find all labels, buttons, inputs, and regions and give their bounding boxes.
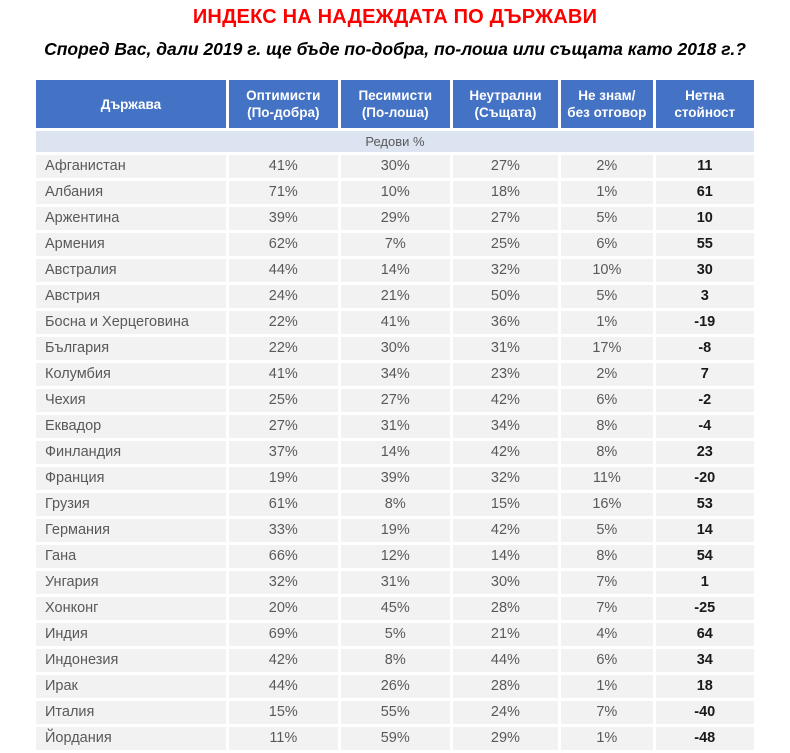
no-answer-cell: 5% [561,519,652,542]
table-row [36,207,754,230]
country-cell: Босна и Херцеговина [36,311,226,334]
country-cell: Грузия [36,493,226,516]
optimists-cell: 71% [229,181,338,204]
no-answer-cell: 8% [561,441,652,464]
no-answer-cell: 11% [561,467,652,490]
neutral-cell: 36% [453,311,558,334]
optimists-cell: 62% [229,233,338,256]
pessimists-cell: 34% [341,363,450,386]
no-answer-cell: 2% [561,363,652,386]
table-row [36,181,754,204]
optimists-cell: 24% [229,285,338,308]
pessimists-cell: 26% [341,675,450,698]
neutral-cell: 42% [453,519,558,542]
neutral-cell: 31% [453,337,558,360]
country-cell: Индонезия [36,649,226,672]
neutral-cell: 23% [453,363,558,386]
pessimists-cell: 30% [341,337,450,360]
no-answer-cell: 6% [561,649,652,672]
net-value-cell: 23 [656,441,754,464]
pessimists-cell: 14% [341,441,450,464]
net-value-cell: 53 [656,493,754,516]
optimists-cell: 19% [229,467,338,490]
net-value-cell: 7 [656,363,754,386]
net-value-cell: -8 [656,337,754,360]
neutral-cell: 29% [453,727,558,750]
table-row [36,519,754,542]
page-title: ИНДЕКС НА НАДЕЖДАТА ПО ДЪРЖАВИ [192,6,598,28]
pessimists-cell: 10% [341,181,450,204]
country-cell: Хонконг [36,597,226,620]
subheader-row [36,131,754,152]
neutral-cell: 27% [453,207,558,230]
no-answer-cell: 5% [561,285,652,308]
net-value-cell: 11 [656,155,754,178]
net-value-cell: -2 [656,389,754,412]
pessimists-cell: 59% [341,727,450,750]
neutral-cell: 30% [453,571,558,594]
net-value-cell: 34 [656,649,754,672]
net-value-cell: 3 [656,285,754,308]
country-cell: Италия [36,701,226,724]
no-answer-cell: 7% [561,701,652,724]
country-cell: Франция [36,467,226,490]
column-header-no-answer: Не знам/без отговор [561,80,652,128]
optimists-cell: 27% [229,415,338,438]
net-value-cell: 18 [656,675,754,698]
table-row [36,545,754,568]
pessimists-cell: 41% [341,311,450,334]
neutral-cell: 25% [453,233,558,256]
survey-question-subtitle: Според Вас, дали 2019 г. ще бъде по-добра, по-лоша или същата като 2018 г.? [44,39,746,59]
pessimists-cell: 31% [341,415,450,438]
country-cell: Австрия [36,285,226,308]
table-row [36,441,754,464]
optimists-cell: 39% [229,207,338,230]
table-header [36,80,754,152]
column-header-neutral: Неутрални (Същата) [453,80,558,128]
hope-index-table [33,77,757,753]
optimists-cell: 41% [229,155,338,178]
optimists-cell: 42% [229,649,338,672]
country-cell: Гана [36,545,226,568]
column-header-pessimists: Песимисти (По-лоша) [341,80,450,128]
country-cell: Ирак [36,675,226,698]
pessimists-cell: 30% [341,155,450,178]
table-row [36,727,754,750]
neutral-cell: 32% [453,467,558,490]
optimists-cell: 22% [229,311,338,334]
no-answer-cell: 6% [561,233,652,256]
pessimists-cell: 7% [341,233,450,256]
neutral-cell: 42% [453,389,558,412]
optimists-cell: 20% [229,597,338,620]
country-cell: Унгария [36,571,226,594]
no-answer-cell: 17% [561,337,652,360]
net-value-cell: -4 [656,415,754,438]
country-cell: Австралия [36,259,226,282]
no-answer-cell: 10% [561,259,652,282]
optimists-cell: 37% [229,441,338,464]
table-row [36,701,754,724]
table-row [36,311,754,334]
neutral-cell: 27% [453,155,558,178]
column-header-country: Държава [36,80,226,128]
table-row [36,155,754,178]
table-row [36,675,754,698]
table-row [36,597,754,620]
net-value-cell: 64 [656,623,754,646]
optimists-cell: 25% [229,389,338,412]
country-cell: Армения [36,233,226,256]
pessimists-cell: 19% [341,519,450,542]
no-answer-cell: 1% [561,181,652,204]
no-answer-cell: 4% [561,623,652,646]
column-header-optimists: Оптимисти (По-добра) [229,80,338,128]
optimists-cell: 11% [229,727,338,750]
no-answer-cell: 8% [561,545,652,568]
table-row [36,363,754,386]
net-value-cell: 10 [656,207,754,230]
country-cell: Колумбия [36,363,226,386]
column-header-net-value: Нетна стойност [656,80,754,128]
neutral-cell: 32% [453,259,558,282]
optimists-cell: 33% [229,519,338,542]
table-row [36,649,754,672]
country-cell: Еквадор [36,415,226,438]
pessimists-cell: 45% [341,597,450,620]
pessimists-cell: 12% [341,545,450,568]
pessimists-cell: 8% [341,649,450,672]
table-body [36,155,754,750]
pessimists-cell: 31% [341,571,450,594]
neutral-cell: 50% [453,285,558,308]
neutral-cell: 44% [453,649,558,672]
neutral-cell: 15% [453,493,558,516]
optimists-cell: 66% [229,545,338,568]
pessimists-cell: 5% [341,623,450,646]
country-cell: Германия [36,519,226,542]
optimists-cell: 41% [229,363,338,386]
neutral-cell: 34% [453,415,558,438]
optimists-cell: 44% [229,259,338,282]
country-cell: Индия [36,623,226,646]
neutral-cell: 42% [453,441,558,464]
table-row [36,337,754,360]
no-answer-cell: 16% [561,493,652,516]
optimists-cell: 15% [229,701,338,724]
table-row [36,259,754,282]
net-value-cell: -25 [656,597,754,620]
optimists-cell: 44% [229,675,338,698]
no-answer-cell: 1% [561,311,652,334]
net-value-cell: 14 [656,519,754,542]
optimists-cell: 61% [229,493,338,516]
neutral-cell: 21% [453,623,558,646]
net-value-cell: 30 [656,259,754,282]
optimists-cell: 22% [229,337,338,360]
net-value-cell: 55 [656,233,754,256]
table-row [36,571,754,594]
neutral-cell: 28% [453,597,558,620]
neutral-cell: 24% [453,701,558,724]
pessimists-cell: 21% [341,285,450,308]
neutral-cell: 28% [453,675,558,698]
table-row [36,285,754,308]
table-row [36,493,754,516]
table-row [36,233,754,256]
header-row [36,80,754,128]
country-cell: Албания [36,181,226,204]
net-value-cell: -19 [656,311,754,334]
net-value-cell: -40 [656,701,754,724]
no-answer-cell: 2% [561,155,652,178]
no-answer-cell: 7% [561,597,652,620]
pessimists-cell: 14% [341,259,450,282]
country-cell: Афганистан [36,155,226,178]
net-value-cell: 54 [656,545,754,568]
net-value-cell: -20 [656,467,754,490]
country-cell: Финландия [36,441,226,464]
row-percent-label: Редови % [36,131,754,152]
no-answer-cell: 1% [561,727,652,750]
pessimists-cell: 8% [341,493,450,516]
net-value-cell: -48 [656,727,754,750]
no-answer-cell: 8% [561,415,652,438]
net-value-cell: 1 [656,571,754,594]
country-cell: Йордания [36,727,226,750]
pessimists-cell: 39% [341,467,450,490]
optimists-cell: 32% [229,571,338,594]
country-cell: Чехия [36,389,226,412]
no-answer-cell: 5% [561,207,652,230]
country-cell: България [36,337,226,360]
net-value-cell: 61 [656,181,754,204]
pessimists-cell: 55% [341,701,450,724]
no-answer-cell: 1% [561,675,652,698]
country-cell: Аржентина [36,207,226,230]
neutral-cell: 18% [453,181,558,204]
pessimists-cell: 27% [341,389,450,412]
no-answer-cell: 6% [561,389,652,412]
no-answer-cell: 7% [561,571,652,594]
optimists-cell: 69% [229,623,338,646]
table-row [36,623,754,646]
neutral-cell: 14% [453,545,558,568]
table-row [36,389,754,412]
pessimists-cell: 29% [341,207,450,230]
table-row [36,415,754,438]
table-row [36,467,754,490]
